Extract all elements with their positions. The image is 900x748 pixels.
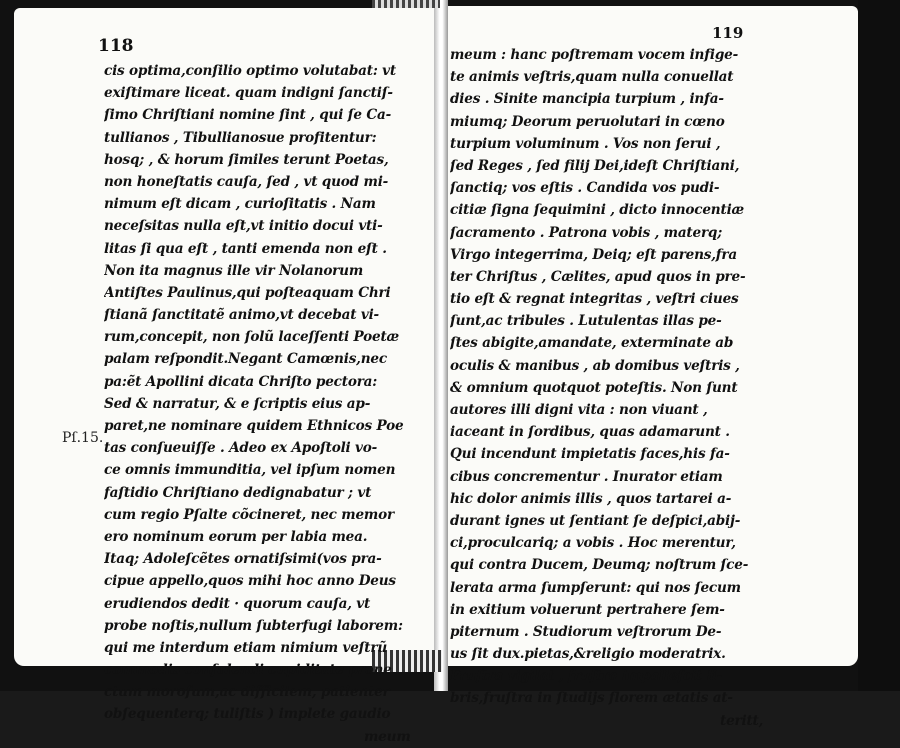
- text-line: tas conſueuiſſe . Adeo ex Apoſtoli vo-: [104, 440, 378, 457]
- text-line: Antiſtes Paulinus,qui poſteaquam Chri: [104, 284, 391, 301]
- text-line: nimum eſt dicam , curioſitatis . Nam: [104, 196, 376, 213]
- text-line: qui me interdum etiam nimium veſtrũ: [104, 639, 388, 656]
- text-line: ſtes abigite,amandate, exterminate ab: [450, 335, 734, 352]
- text-line: Virgo integerrima, Deiq; eſt parens,fra: [450, 246, 737, 263]
- right-page-number: 119: [712, 24, 744, 42]
- text-line: ſanctiq; vos eſtis . Candida vos pudi-: [450, 180, 720, 197]
- text-line: ſimo Chriſtiani nomine ſint , qui ſe Ca-: [104, 107, 392, 124]
- text-line: non honeſtatis cauſa, ſed , vt quod mi-: [104, 173, 389, 190]
- text-line: bris,fruſtra in ſtudijs florem ætatis at-: [450, 690, 733, 707]
- text-line: dies . Sinite mancipia turpium , infa-: [450, 91, 724, 108]
- text-line: ter Chriſtus , Cælites, apud quos in pre-: [450, 268, 746, 285]
- text-line: oculis & manibus , ab domibus veſtris ,: [450, 357, 740, 374]
- text-line: hic dolor animis illis , quos tartarei a-: [450, 490, 732, 507]
- text-line: exiſtimare liceat. quam indigni ſanctiſ-: [104, 85, 393, 102]
- text-line: palam reſpondit.Negant Camœnis,nec: [104, 351, 387, 368]
- text-line: ſed Reges , ſed filij Dei,ideſt Chriſtiani,: [450, 157, 740, 174]
- text-line: Fruſtra vigilat , fruſtra impalleſcit li-: [450, 668, 723, 685]
- text-line: in exitium voluerunt pertrahere ſem-: [450, 601, 725, 618]
- text-line: cis optima,conſilio optimo volutabat: vt: [104, 63, 396, 79]
- book-gutter: [434, 0, 448, 691]
- text-line: faſtidio Chriſtiano dedignabatur ; vt: [104, 484, 372, 501]
- text-line: iaceant in ſordibus, quas adamarunt .: [450, 424, 730, 441]
- text-line: hosq; , & horum ſimiles terunt Poetas,: [104, 151, 389, 168]
- text-line: citiæ ſigna ſequimini , dicto innocentiæ: [450, 202, 745, 219]
- text-line: Sed & narratur, & e ſcriptis eius ap-: [104, 395, 371, 412]
- binding-thread-top: [372, 0, 440, 8]
- text-line: qui contra Ducem, Deumq; noſtrum ſce-: [450, 557, 749, 574]
- text-line: paret,ne nominare quidem Ethnicos Poe: [104, 418, 404, 434]
- right-page-text: [450, 44, 763, 732]
- catchword: teritt,: [720, 712, 764, 729]
- margin-note: Pſ.15.: [62, 430, 104, 446]
- text-line: obſequenterq; tuliſtis ) implete gaudio: [104, 706, 391, 723]
- left-page-number: 118: [98, 36, 134, 56]
- text-line: durant ignes ut ſentiant ſe deſpici,abij-: [450, 512, 741, 529]
- text-line: meum : hanc poſtremam vocem infige-: [450, 47, 739, 63]
- text-line: piternum . Studiorum veſtrorum De-: [450, 623, 722, 640]
- text-line: tullianos , Tibullianosue profitentur:: [104, 129, 377, 146]
- text-line: & omnium quotquot poteſtis. Non ſunt: [450, 379, 738, 396]
- text-line: cibus concrementur . Inurator etiam: [450, 468, 723, 485]
- text-line: cipue appello,quos mihi hoc anno Deus: [104, 573, 396, 590]
- text-line: autores illi digni vita : non viuant ,: [450, 402, 708, 418]
- text-line: neceſsitas nulla eſt,vt initio docui vti-: [104, 218, 383, 235]
- text-line: cum regio Pſalte cõcineret, nec memor: [104, 506, 394, 523]
- text-line: Qui incendunt impietatis faces,his fa-: [450, 446, 730, 463]
- text-line: te animis veſtris,quam nulla conuellat: [450, 69, 734, 86]
- text-line: erudiendos dedit · quorum cauſa, vt: [104, 595, 371, 612]
- text-line: commodis conſulendi cupiditate prone: [104, 662, 392, 679]
- text-line: rum,concepit, non ſolũ laceſſenti Poetæ: [104, 329, 400, 346]
- text-line: ſacramento . Patrona vobis , materq;: [450, 224, 723, 241]
- text-line: ci,proculcariq; a vobis . Hoc merentur,: [450, 535, 736, 552]
- text-line: probe noſtis,nullum ſubterfugi laborem:: [104, 617, 403, 634]
- text-line: miumq; Deorum peruolutari in cœno: [450, 113, 725, 130]
- text-line: ſunt,ac tribules . Lutulentas illas pe-: [450, 313, 722, 330]
- text-line: ero nominum eorum per labia mea.: [104, 528, 368, 545]
- text-line: litas ſi qua eſt , tanti emenda non eſt .: [104, 240, 387, 257]
- text-line: Itaq; Adoleſcẽtes ornatiſsimi(vos pra-: [104, 551, 382, 568]
- text-line: lerata arma ſumpſerunt: qui nos ſecum: [450, 579, 741, 596]
- catchword: meum: [364, 728, 411, 745]
- text-line: ce omnis immunditia, vel ipſum nomen: [104, 462, 396, 479]
- text-line: tio eſt & regnat integritas , veſtri ciues: [450, 291, 739, 308]
- book-edge: [858, 0, 900, 691]
- text-line: ctum moroſum,ac difficilem, patienter: [104, 684, 390, 701]
- text-line: pa:ẽt Apollini dicata Chriſto pectora:: [104, 373, 378, 390]
- text-line: us ſit dux.pietas,&religio moderatrix.: [450, 646, 726, 663]
- text-line: turpium voluminum . Vos non ſerui ,: [450, 135, 721, 152]
- text-line: ſtianã ſanctitatẽ animo,vt decebat vi-: [104, 307, 379, 324]
- text-line: Non ita magnus ille vir Nolanorum: [104, 262, 364, 279]
- left-page-text: [104, 60, 411, 748]
